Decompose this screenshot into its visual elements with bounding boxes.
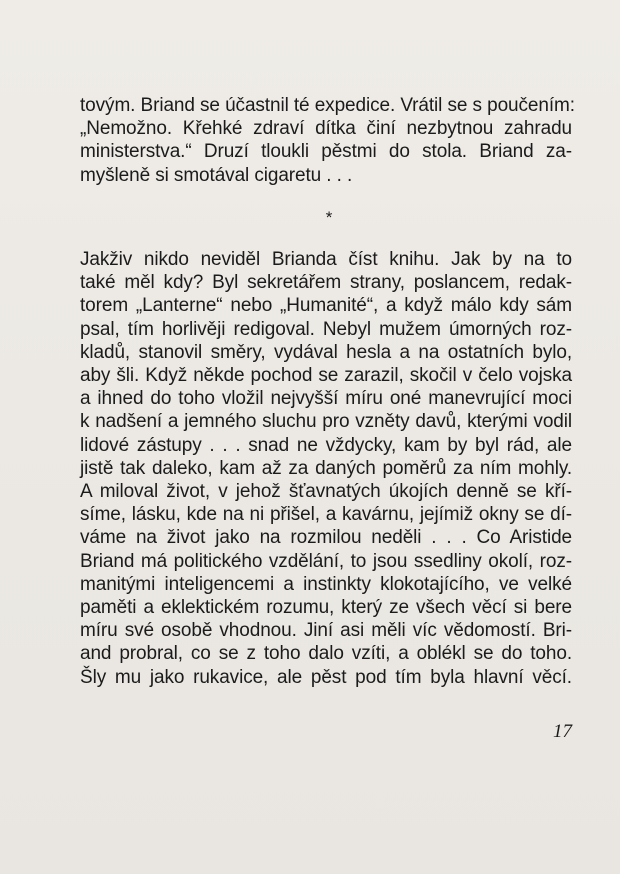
text-line: aby šli. Když někde pochod se zarazil, skočil v čelo vojska <box>80 365 572 387</box>
text-line: and probral, co se z toho dalo vzíti, a oblékl se do toho. <box>80 643 572 665</box>
text-line: také měl kdy? Byl sekretářem strany, poslancem, redak- <box>80 272 572 294</box>
text-line: váme na život jako na rozmilou neděli . . . Co Aristide <box>80 527 572 549</box>
text-line: a ihned do toho vložil nejvyšší míru oné manevrující moci <box>80 388 572 410</box>
page-number: 17 <box>553 721 572 742</box>
text-line: „Nemožno. Křehké zdraví dítka činí nezbytnou zahradu <box>80 118 572 140</box>
text-line: torem „Lanterne“ nebo „Humanité“, a když málo kdy sám <box>80 295 572 317</box>
text-line: kladů, stanovil směry, vydával hesla a na ostatních bylo, <box>80 341 572 363</box>
text-line: ministerstva.“ Druzí tloukli pěstmi do stola. Briand za- <box>80 141 572 163</box>
section-separator: * <box>325 207 333 227</box>
text-line: síme, lásku, kde na ni přišel, a kavárnu, jejímiž okny se dí- <box>80 504 572 526</box>
text-line: jistě tak daleko, kam až za daných poměrů za ním mohly. <box>80 457 572 479</box>
text-line: myšleně si smotával cigaretu . . . <box>80 164 353 186</box>
text-line: Šly mu jako rukavice, ale pěst pod tím byla hlavní věcí. <box>80 666 572 688</box>
text-line: lidové zástupy . . . snad ne vždycky, kam by byl rád, ale <box>80 434 572 456</box>
text-line: Briand má politického vzdělání, to jsou ssedliny okolí, roz- <box>80 550 572 572</box>
text-line: míru své osobě vhodnou. Jiní asi měli víc vědomostí. Bri- <box>80 620 572 642</box>
text-line: Jakživ nikdo neviděl Brianda číst knihu. Jak by na to <box>80 249 572 270</box>
paragraph-1 <box>80 94 575 187</box>
text-line: paměti a eklektickém rozumu, který ze všech věcí si bere <box>80 597 572 619</box>
text-line: k nadšení a jemného sluchu pro vzněty davů, kterými vodil <box>80 411 572 433</box>
text-line: A miloval život, v jehož šťavnatých úkojích denně se kří- <box>80 481 572 503</box>
text-line: tovým. Briand se účastnil té expedice. Vrátil se s poučením: <box>80 95 575 116</box>
text-line: psal, tím horlivěji redigoval. Nebyl mužem úmorných roz- <box>80 318 572 340</box>
paragraph-2 <box>80 248 572 689</box>
text-block <box>80 94 575 689</box>
text-line: manitými inteligencemi a instinkty klokotajícího, ve velké <box>80 573 572 595</box>
